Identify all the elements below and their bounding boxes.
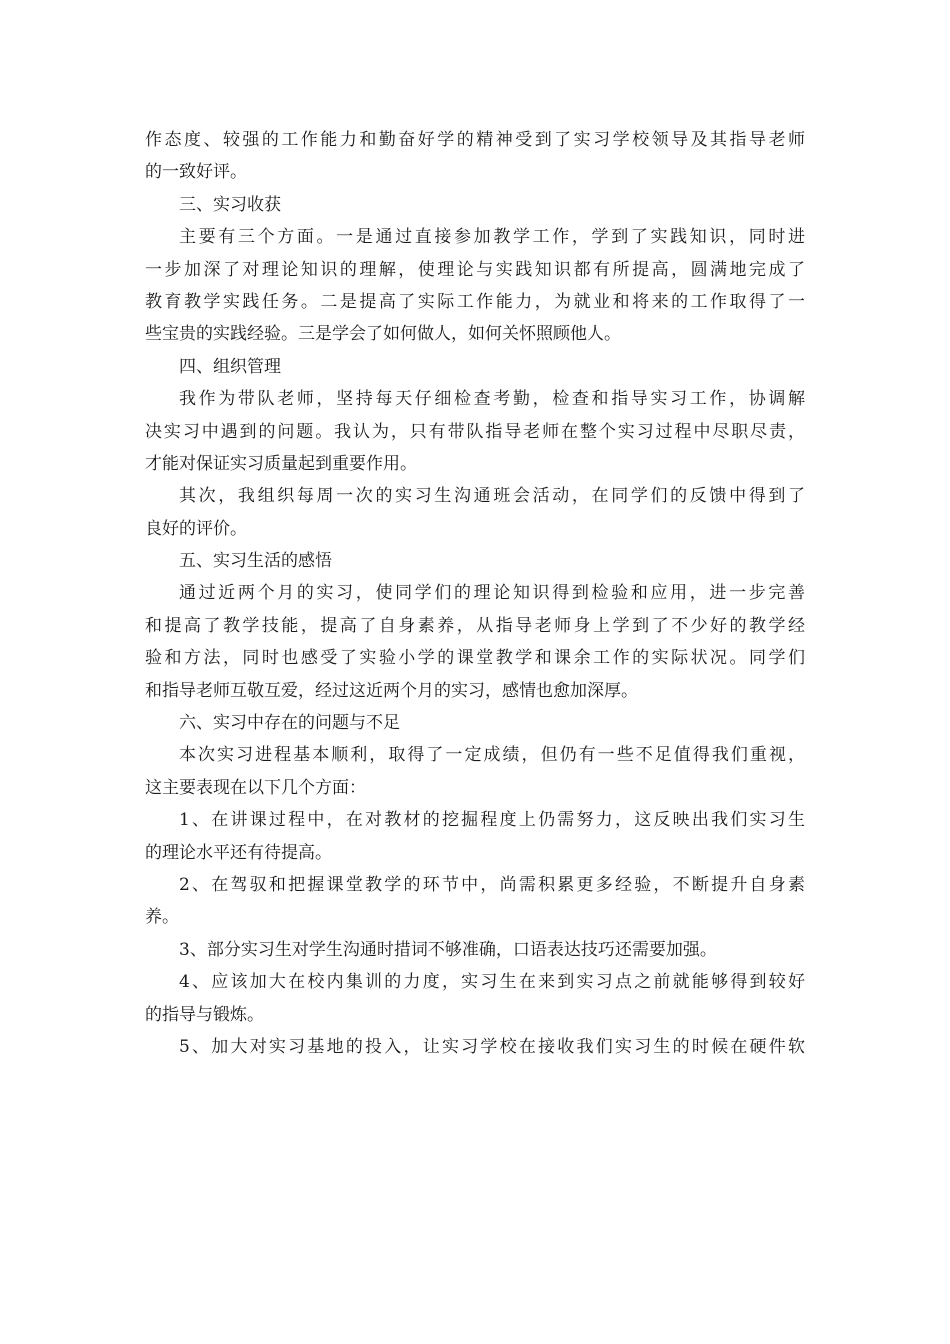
paragraph-line: 良好的评价。 [145,518,247,539]
paragraph-line: 通过近两个月的实习，使同学们的理论知识得到检验和应用，进一步完善 [179,583,805,604]
section-heading: 六、实习中存在的问题与不足 [179,713,400,734]
paragraph-line: 我作为带队老师，坚持每天仔细检查考勤，检查和指导实习工作，协调解 [179,389,805,410]
paragraph-line: 验和方法，同时也感受了实验小学的课堂教学和课余工作的实际状况。同学们 [145,648,805,669]
paragraph-line: 主要有三个方面。一是通过直接参加教学工作，学到了实践知识，同时进 [179,227,805,248]
list-item-line: 的理论水平还有待提高。 [145,842,332,863]
paragraph-line: 这主要表现在以下几个方面： [145,777,366,798]
list-item-line: 养。 [145,907,179,928]
paragraph-line: 一步加深了对理论知识的理解，使理论与实践知识都有所提高，圆满地完成了 [145,259,805,280]
paragraph-line: 本次实习进程基本顺利，取得了一定成绩，但仍有一些不足值得我们重视， [179,745,805,766]
paragraph-line: 和指导老师互敬互爱，经过这近两个月的实习，感情也愈加深厚。 [145,680,638,701]
section-heading: 四、组织管理 [179,356,281,377]
section-heading: 三、实习收获 [179,194,281,215]
paragraph-line: 才能对保证实习质量起到重要作用。 [145,453,417,474]
section-heading: 五、实习生活的感悟 [179,551,332,572]
list-item-line: 4、应该加大在校内集训的力度，实习生在来到实习点之前就能够得到较好 [179,972,805,993]
paragraph-line: 决实习中遇到的问题。我认为，只有带队指导老师在整个实习过程中尽职尽责， [145,421,805,442]
paragraph-line: 其次，我组织每周一次的实习生沟通班会活动，在同学们的反馈中得到了 [179,486,805,507]
list-item-line: 2、在驾驭和把握课堂教学的环节中，尚需积累更多经验，不断提升自身素 [179,874,805,895]
list-item-line: 的指导与锻炼。 [145,1004,264,1025]
paragraph-line: 和提高了教学技能，提高了自身素养，从指导老师身上学到了不少好的教学经 [145,615,805,636]
paragraph-line: 作态度、较强的工作能力和勤奋好学的精神受到了实习学校领导及其指导老师 [145,130,805,150]
paragraph-line: 些宝贵的实践经验。三是学会了如何做人，如何关怀照顾他人。 [145,324,621,345]
paragraph-line: 的一致好评。 [145,162,247,183]
paragraph-line: 教育教学实践任务。二是提高了实际工作能力，为就业和将来的工作取得了一 [145,291,805,312]
list-item-line: 5、加大对实习基地的投入，让实习学校在接收我们实习生的时候在硬件软 [179,1036,805,1057]
list-item-line: 3、部分实习生对学生沟通时措词不够准确，口语表达技巧还需要加强。 [179,939,717,960]
list-item-line: 1、在讲课过程中，在对教材的挖掘程度上仍需努力，这反映出我们实习生 [179,810,805,831]
document-body [145,124,805,1063]
